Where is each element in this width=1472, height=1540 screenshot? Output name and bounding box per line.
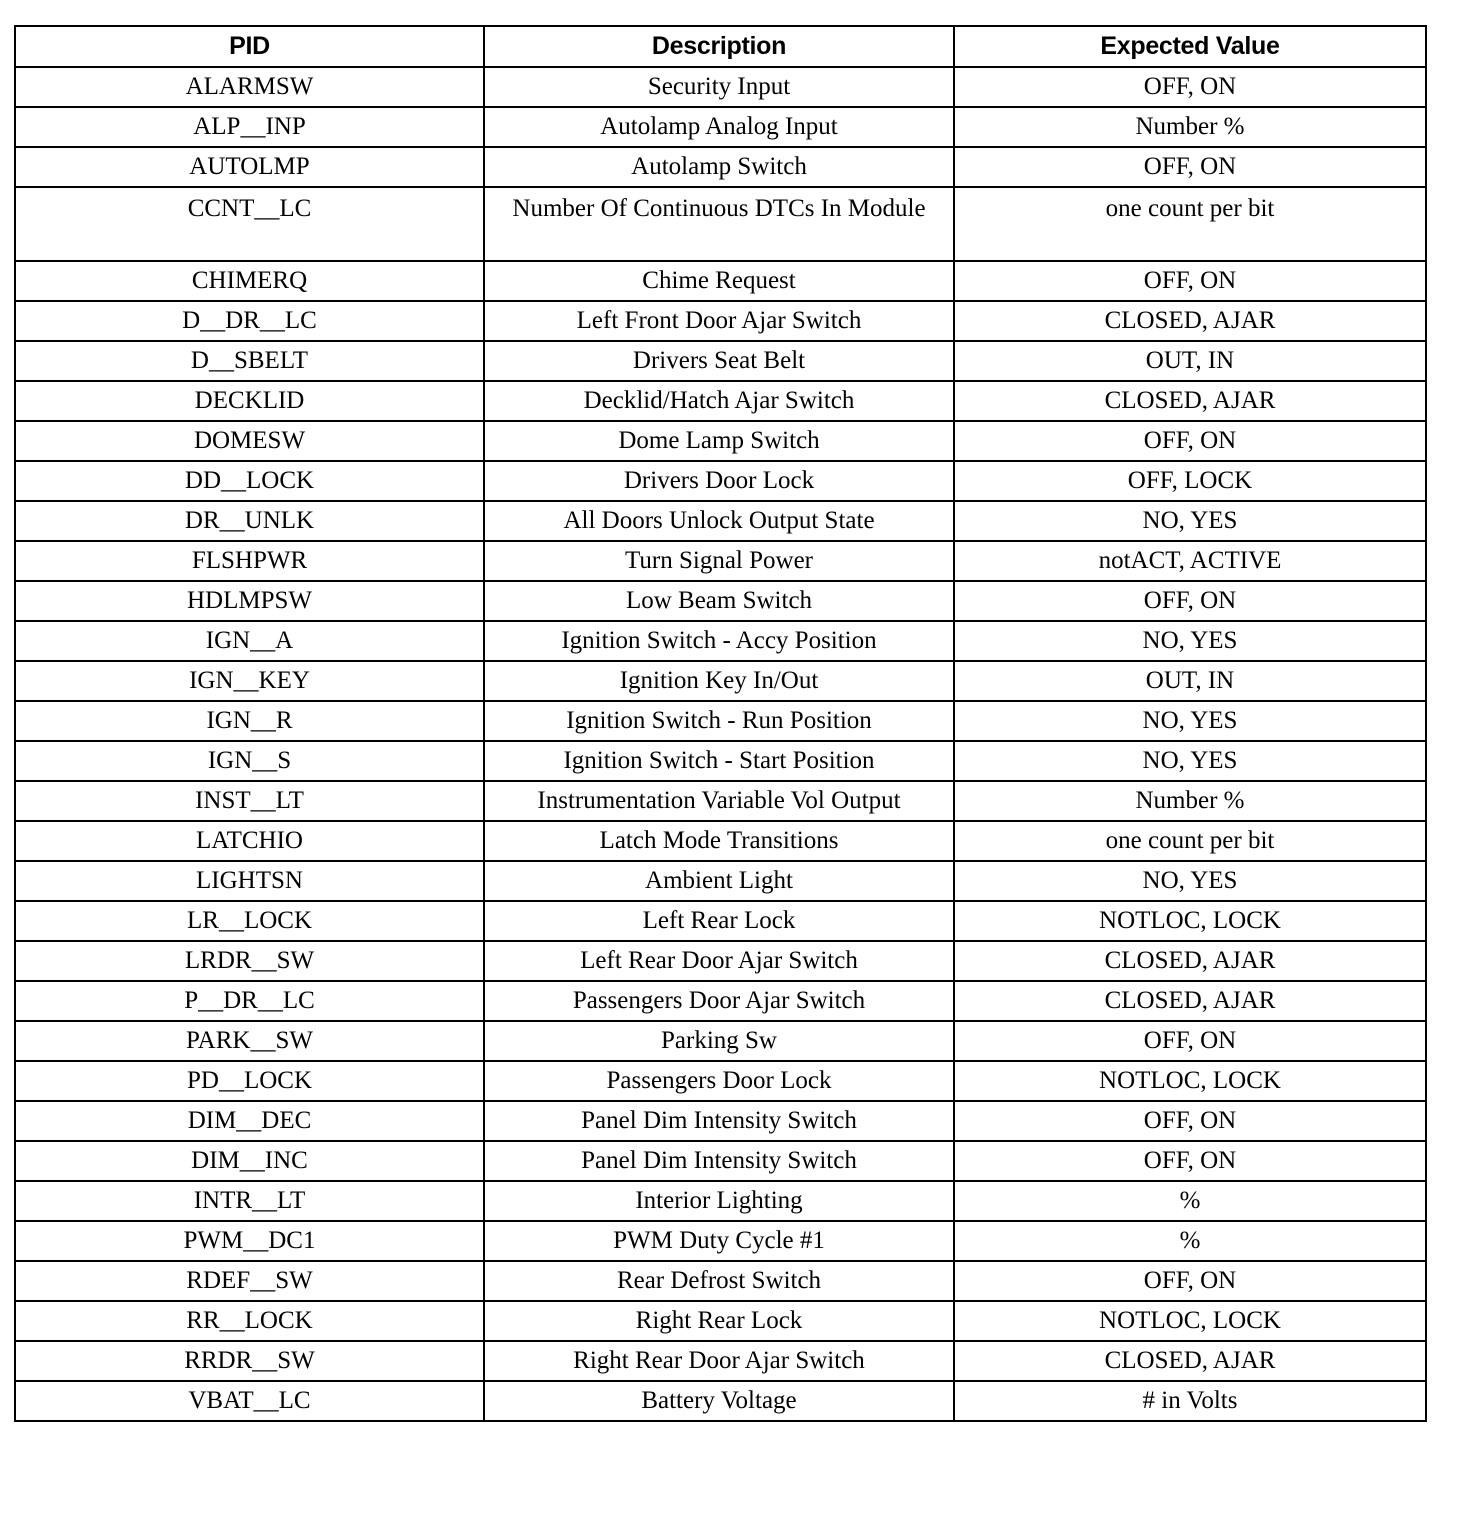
- cell-description: Left Rear Lock: [484, 901, 954, 941]
- table-row: [15, 1261, 1426, 1301]
- cell-pid: D__SBELT: [15, 341, 484, 381]
- cell-description: Left Front Door Ajar Switch: [484, 301, 954, 341]
- cell-pid: PWM__DC1: [15, 1221, 484, 1261]
- cell-description: Drivers Door Lock: [484, 461, 954, 501]
- cell-description: Turn Signal Power: [484, 541, 954, 581]
- cell-pid: CHIMERQ: [15, 261, 484, 301]
- cell-pid: DD__LOCK: [15, 461, 484, 501]
- cell-expected-value: one count per bit: [954, 187, 1426, 261]
- cell-description: Right Rear Door Ajar Switch: [484, 1341, 954, 1381]
- cell-expected-value: OFF, ON: [954, 581, 1426, 621]
- cell-pid: INST__LT: [15, 781, 484, 821]
- table-row: [15, 661, 1426, 701]
- cell-expected-value: OFF, ON: [954, 67, 1426, 107]
- table-row: [15, 107, 1426, 147]
- cell-pid: ALP__INP: [15, 107, 484, 147]
- cell-pid: DR__UNLK: [15, 501, 484, 541]
- cell-description: Ignition Switch - Run Position: [484, 701, 954, 741]
- table-row: [15, 301, 1426, 341]
- cell-description: Low Beam Switch: [484, 581, 954, 621]
- table-row: [15, 861, 1426, 901]
- cell-pid: LIGHTSN: [15, 861, 484, 901]
- cell-pid: LR__LOCK: [15, 901, 484, 941]
- cell-pid: VBAT__LC: [15, 1381, 484, 1421]
- cell-pid: P__DR__LC: [15, 981, 484, 1021]
- cell-pid: LRDR__SW: [15, 941, 484, 981]
- cell-expected-value: NOTLOC, LOCK: [954, 1301, 1426, 1341]
- cell-pid: INTR__LT: [15, 1181, 484, 1221]
- cell-pid: RR__LOCK: [15, 1301, 484, 1341]
- pid-table: [14, 25, 1427, 1422]
- table-row: [15, 67, 1426, 107]
- cell-description: Autolamp Switch: [484, 147, 954, 187]
- table-row: [15, 187, 1426, 261]
- cell-expected-value: OUT, IN: [954, 661, 1426, 701]
- cell-expected-value: OFF, ON: [954, 1101, 1426, 1141]
- cell-expected-value: NOTLOC, LOCK: [954, 901, 1426, 941]
- cell-pid: LATCHIO: [15, 821, 484, 861]
- table-row: [15, 781, 1426, 821]
- table-row: [15, 581, 1426, 621]
- cell-description: Ignition Switch - Accy Position: [484, 621, 954, 661]
- table-row: [15, 1181, 1426, 1221]
- cell-pid: IGN__A: [15, 621, 484, 661]
- cell-expected-value: OUT, IN: [954, 341, 1426, 381]
- cell-description: Passengers Door Lock: [484, 1061, 954, 1101]
- cell-expected-value: Number %: [954, 107, 1426, 147]
- cell-expected-value: %: [954, 1181, 1426, 1221]
- table-row: [15, 1141, 1426, 1181]
- header-pid: PID: [15, 26, 484, 67]
- cell-pid: IGN__KEY: [15, 661, 484, 701]
- header-row: [15, 26, 1426, 67]
- table-row: [15, 1061, 1426, 1101]
- cell-expected-value: CLOSED, AJAR: [954, 381, 1426, 421]
- cell-expected-value: OFF, ON: [954, 1021, 1426, 1061]
- table-row: [15, 1021, 1426, 1061]
- cell-description: Autolamp Analog Input: [484, 107, 954, 147]
- cell-expected-value: OFF, ON: [954, 261, 1426, 301]
- table-row: [15, 981, 1426, 1021]
- cell-expected-value: one count per bit: [954, 821, 1426, 861]
- table-row: [15, 701, 1426, 741]
- table-row: [15, 1301, 1426, 1341]
- table-row: [15, 621, 1426, 661]
- header-expected-value: Expected Value: [954, 26, 1426, 67]
- cell-expected-value: NO, YES: [954, 501, 1426, 541]
- table-row: [15, 461, 1426, 501]
- cell-pid: CCNT__LC: [15, 187, 484, 261]
- table-row: [15, 1101, 1426, 1141]
- cell-expected-value: OFF, ON: [954, 421, 1426, 461]
- cell-expected-value: NO, YES: [954, 701, 1426, 741]
- cell-expected-value: NO, YES: [954, 621, 1426, 661]
- cell-pid: RDEF__SW: [15, 1261, 484, 1301]
- cell-expected-value: OFF, ON: [954, 1261, 1426, 1301]
- cell-expected-value: CLOSED, AJAR: [954, 941, 1426, 981]
- cell-description: Panel Dim Intensity Switch: [484, 1141, 954, 1181]
- cell-pid: PARK__SW: [15, 1021, 484, 1061]
- cell-expected-value: CLOSED, AJAR: [954, 981, 1426, 1021]
- cell-expected-value: CLOSED, AJAR: [954, 1341, 1426, 1381]
- table-row: [15, 941, 1426, 981]
- table-row: [15, 901, 1426, 941]
- cell-pid: D__DR__LC: [15, 301, 484, 341]
- cell-description: Rear Defrost Switch: [484, 1261, 954, 1301]
- cell-description: Chime Request: [484, 261, 954, 301]
- table-row: [15, 341, 1426, 381]
- cell-expected-value: OFF, ON: [954, 147, 1426, 187]
- table-row: [15, 501, 1426, 541]
- cell-expected-value: CLOSED, AJAR: [954, 301, 1426, 341]
- cell-description: Decklid/Hatch Ajar Switch: [484, 381, 954, 421]
- cell-pid: DOMESW: [15, 421, 484, 461]
- table-row: [15, 1341, 1426, 1381]
- cell-description: Battery Voltage: [484, 1381, 954, 1421]
- cell-pid: FLSHPWR: [15, 541, 484, 581]
- cell-description: Ignition Key In/Out: [484, 661, 954, 701]
- cell-pid: IGN__S: [15, 741, 484, 781]
- cell-pid: DIM__INC: [15, 1141, 484, 1181]
- cell-expected-value: NOTLOC, LOCK: [954, 1061, 1426, 1101]
- table-body: [15, 67, 1426, 1421]
- cell-description: Passengers Door Ajar Switch: [484, 981, 954, 1021]
- table-row: [15, 741, 1426, 781]
- cell-expected-value: notACT, ACTIVE: [954, 541, 1426, 581]
- table-row: [15, 821, 1426, 861]
- cell-pid: AUTOLMP: [15, 147, 484, 187]
- table-row: [15, 381, 1426, 421]
- cell-description: Parking Sw: [484, 1021, 954, 1061]
- table-row: [15, 1221, 1426, 1261]
- cell-description: All Doors Unlock Output State: [484, 501, 954, 541]
- cell-pid: HDLMPSW: [15, 581, 484, 621]
- cell-description: Ambient Light: [484, 861, 954, 901]
- cell-expected-value: NO, YES: [954, 741, 1426, 781]
- cell-description: Left Rear Door Ajar Switch: [484, 941, 954, 981]
- cell-description: PWM Duty Cycle #1: [484, 1221, 954, 1261]
- cell-description: Security Input: [484, 67, 954, 107]
- cell-pid: DIM__DEC: [15, 1101, 484, 1141]
- cell-description: Panel Dim Intensity Switch: [484, 1101, 954, 1141]
- cell-expected-value: NO, YES: [954, 861, 1426, 901]
- cell-expected-value: %: [954, 1221, 1426, 1261]
- table-row: [15, 261, 1426, 301]
- cell-expected-value: OFF, ON: [954, 1141, 1426, 1181]
- cell-expected-value: OFF, LOCK: [954, 461, 1426, 501]
- cell-description: Right Rear Lock: [484, 1301, 954, 1341]
- table-row: [15, 421, 1426, 461]
- cell-description: Interior Lighting: [484, 1181, 954, 1221]
- cell-description: Ignition Switch - Start Position: [484, 741, 954, 781]
- cell-description: Number Of Continuous DTCs In Module: [484, 187, 954, 261]
- cell-pid: RRDR__SW: [15, 1341, 484, 1381]
- cell-pid: IGN__R: [15, 701, 484, 741]
- table-row: [15, 1381, 1426, 1421]
- cell-pid: PD__LOCK: [15, 1061, 484, 1101]
- cell-description: Latch Mode Transitions: [484, 821, 954, 861]
- header-description: Description: [484, 26, 954, 67]
- table-row: [15, 541, 1426, 581]
- cell-expected-value: Number %: [954, 781, 1426, 821]
- table-row: [15, 147, 1426, 187]
- cell-description: Instrumentation Variable Vol Output: [484, 781, 954, 821]
- cell-description: Drivers Seat Belt: [484, 341, 954, 381]
- cell-description: Dome Lamp Switch: [484, 421, 954, 461]
- cell-expected-value: # in Volts: [954, 1381, 1426, 1421]
- cell-pid: ALARMSW: [15, 67, 484, 107]
- cell-pid: DECKLID: [15, 381, 484, 421]
